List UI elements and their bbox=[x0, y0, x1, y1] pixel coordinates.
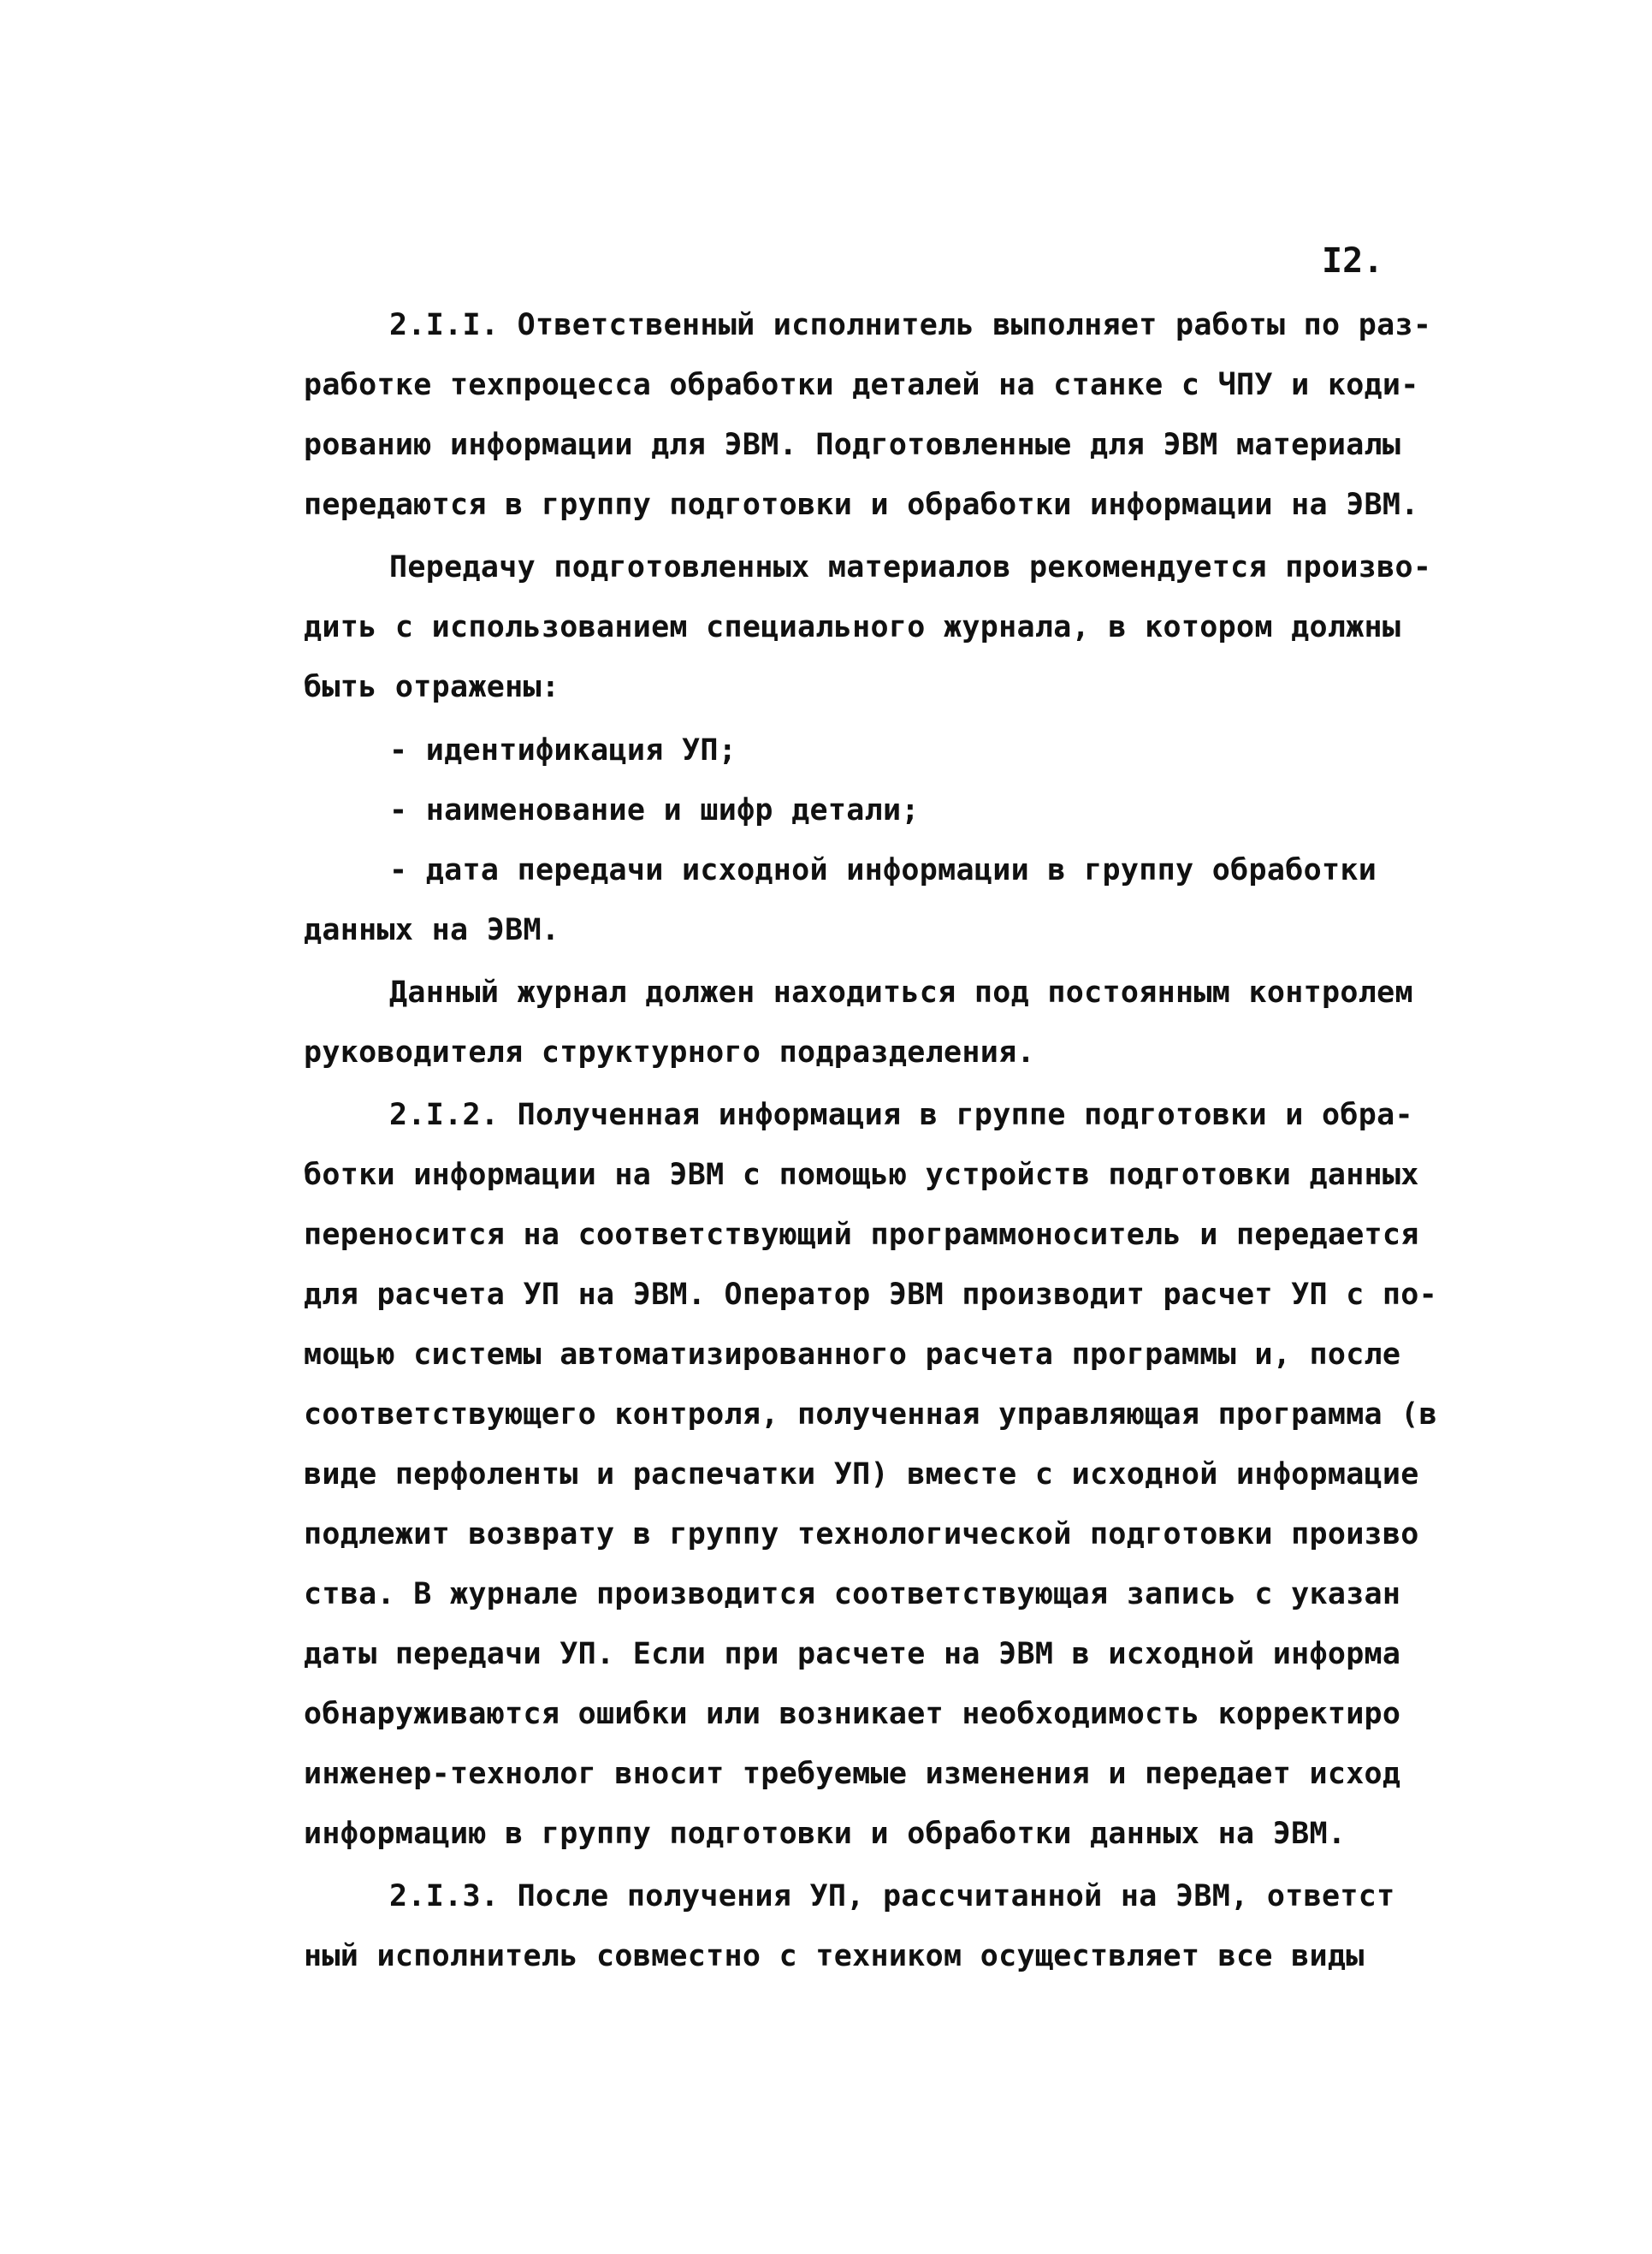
text-line-14: 2.I.2. Полученная информация в группе подготовки и обра- bbox=[389, 1098, 1413, 1132]
text-line-17: для расчета УП на ЭВМ. Оператор ЭВМ производит расчет УП с по- bbox=[304, 1278, 1438, 1312]
text-line-22: ства. В журнале производится соответствующая запись с указан bbox=[304, 1577, 1401, 1611]
text-line-23: даты передачи УП. Если при расчете на ЭВМ в исходной информа bbox=[304, 1637, 1401, 1671]
page-number: I2. bbox=[1322, 241, 1384, 281]
text-line-26: информацию в группу подготовки и обработки данных на ЭВМ. bbox=[304, 1817, 1347, 1851]
text-line-19: соответствующего контроля, полученная управляющая программа (в bbox=[304, 1397, 1438, 1432]
text-line-18: мощью системы автоматизированного расчета программы и, после bbox=[304, 1338, 1401, 1372]
text-line-27: 2.I.3. После получения УП, рассчитанной на ЭВМ, ответст bbox=[389, 1879, 1395, 1913]
text-line-4: передаются в группу подготовки и обработки информации на ЭВМ. bbox=[304, 488, 1419, 522]
text-line-1: 2.I.I. Ответственный исполнитель выполняет работы по раз- bbox=[389, 308, 1432, 342]
list-item-1: - идентификация УП; bbox=[389, 733, 737, 768]
list-item-2: - наименование и шифр детали; bbox=[389, 793, 920, 827]
text-line-6: дить с использованием специального журнала, в котором должны bbox=[304, 610, 1401, 644]
text-line-15: ботки информации на ЭВМ с помощью устройств подготовки данных bbox=[304, 1158, 1419, 1192]
text-line-11: данных на ЭВМ. bbox=[304, 913, 560, 947]
text-line-3: рованию информации для ЭВМ. Подготовленные для ЭВМ материалы bbox=[304, 428, 1401, 462]
text-line-7: быть отражены: bbox=[304, 670, 560, 704]
list-item-3: - дата передачи исходной информации в группу обработки bbox=[389, 853, 1377, 887]
text-line-21: подлежит возврату в группу технологической подготовки произво bbox=[304, 1517, 1419, 1551]
text-line-24: обнаруживаются ошибки или возникает необходимость корректиро bbox=[304, 1697, 1401, 1731]
text-line-13: руководителя структурного подразделения. bbox=[304, 1035, 1035, 1070]
text-line-25: инженер-технолог вносит требуемые изменения и передает исход bbox=[304, 1757, 1401, 1791]
text-line-16: переносится на соответствующий программоноситель и передается bbox=[304, 1218, 1419, 1252]
text-line-12: Данный журнал должен находиться под постоянным контролем bbox=[389, 976, 1413, 1010]
text-line-28: ный исполнитель совместно с техником осуществляет все виды bbox=[304, 1939, 1365, 1973]
text-line-2: работке техпроцесса обработки деталей на станке с ЧПУ и коди- bbox=[304, 368, 1419, 402]
text-line-20: виде перфоленты и распечатки УП) вместе с исходной информацие bbox=[304, 1457, 1419, 1492]
text-line-5: Передачу подготовленных материалов рекомендуется произво- bbox=[389, 550, 1432, 584]
